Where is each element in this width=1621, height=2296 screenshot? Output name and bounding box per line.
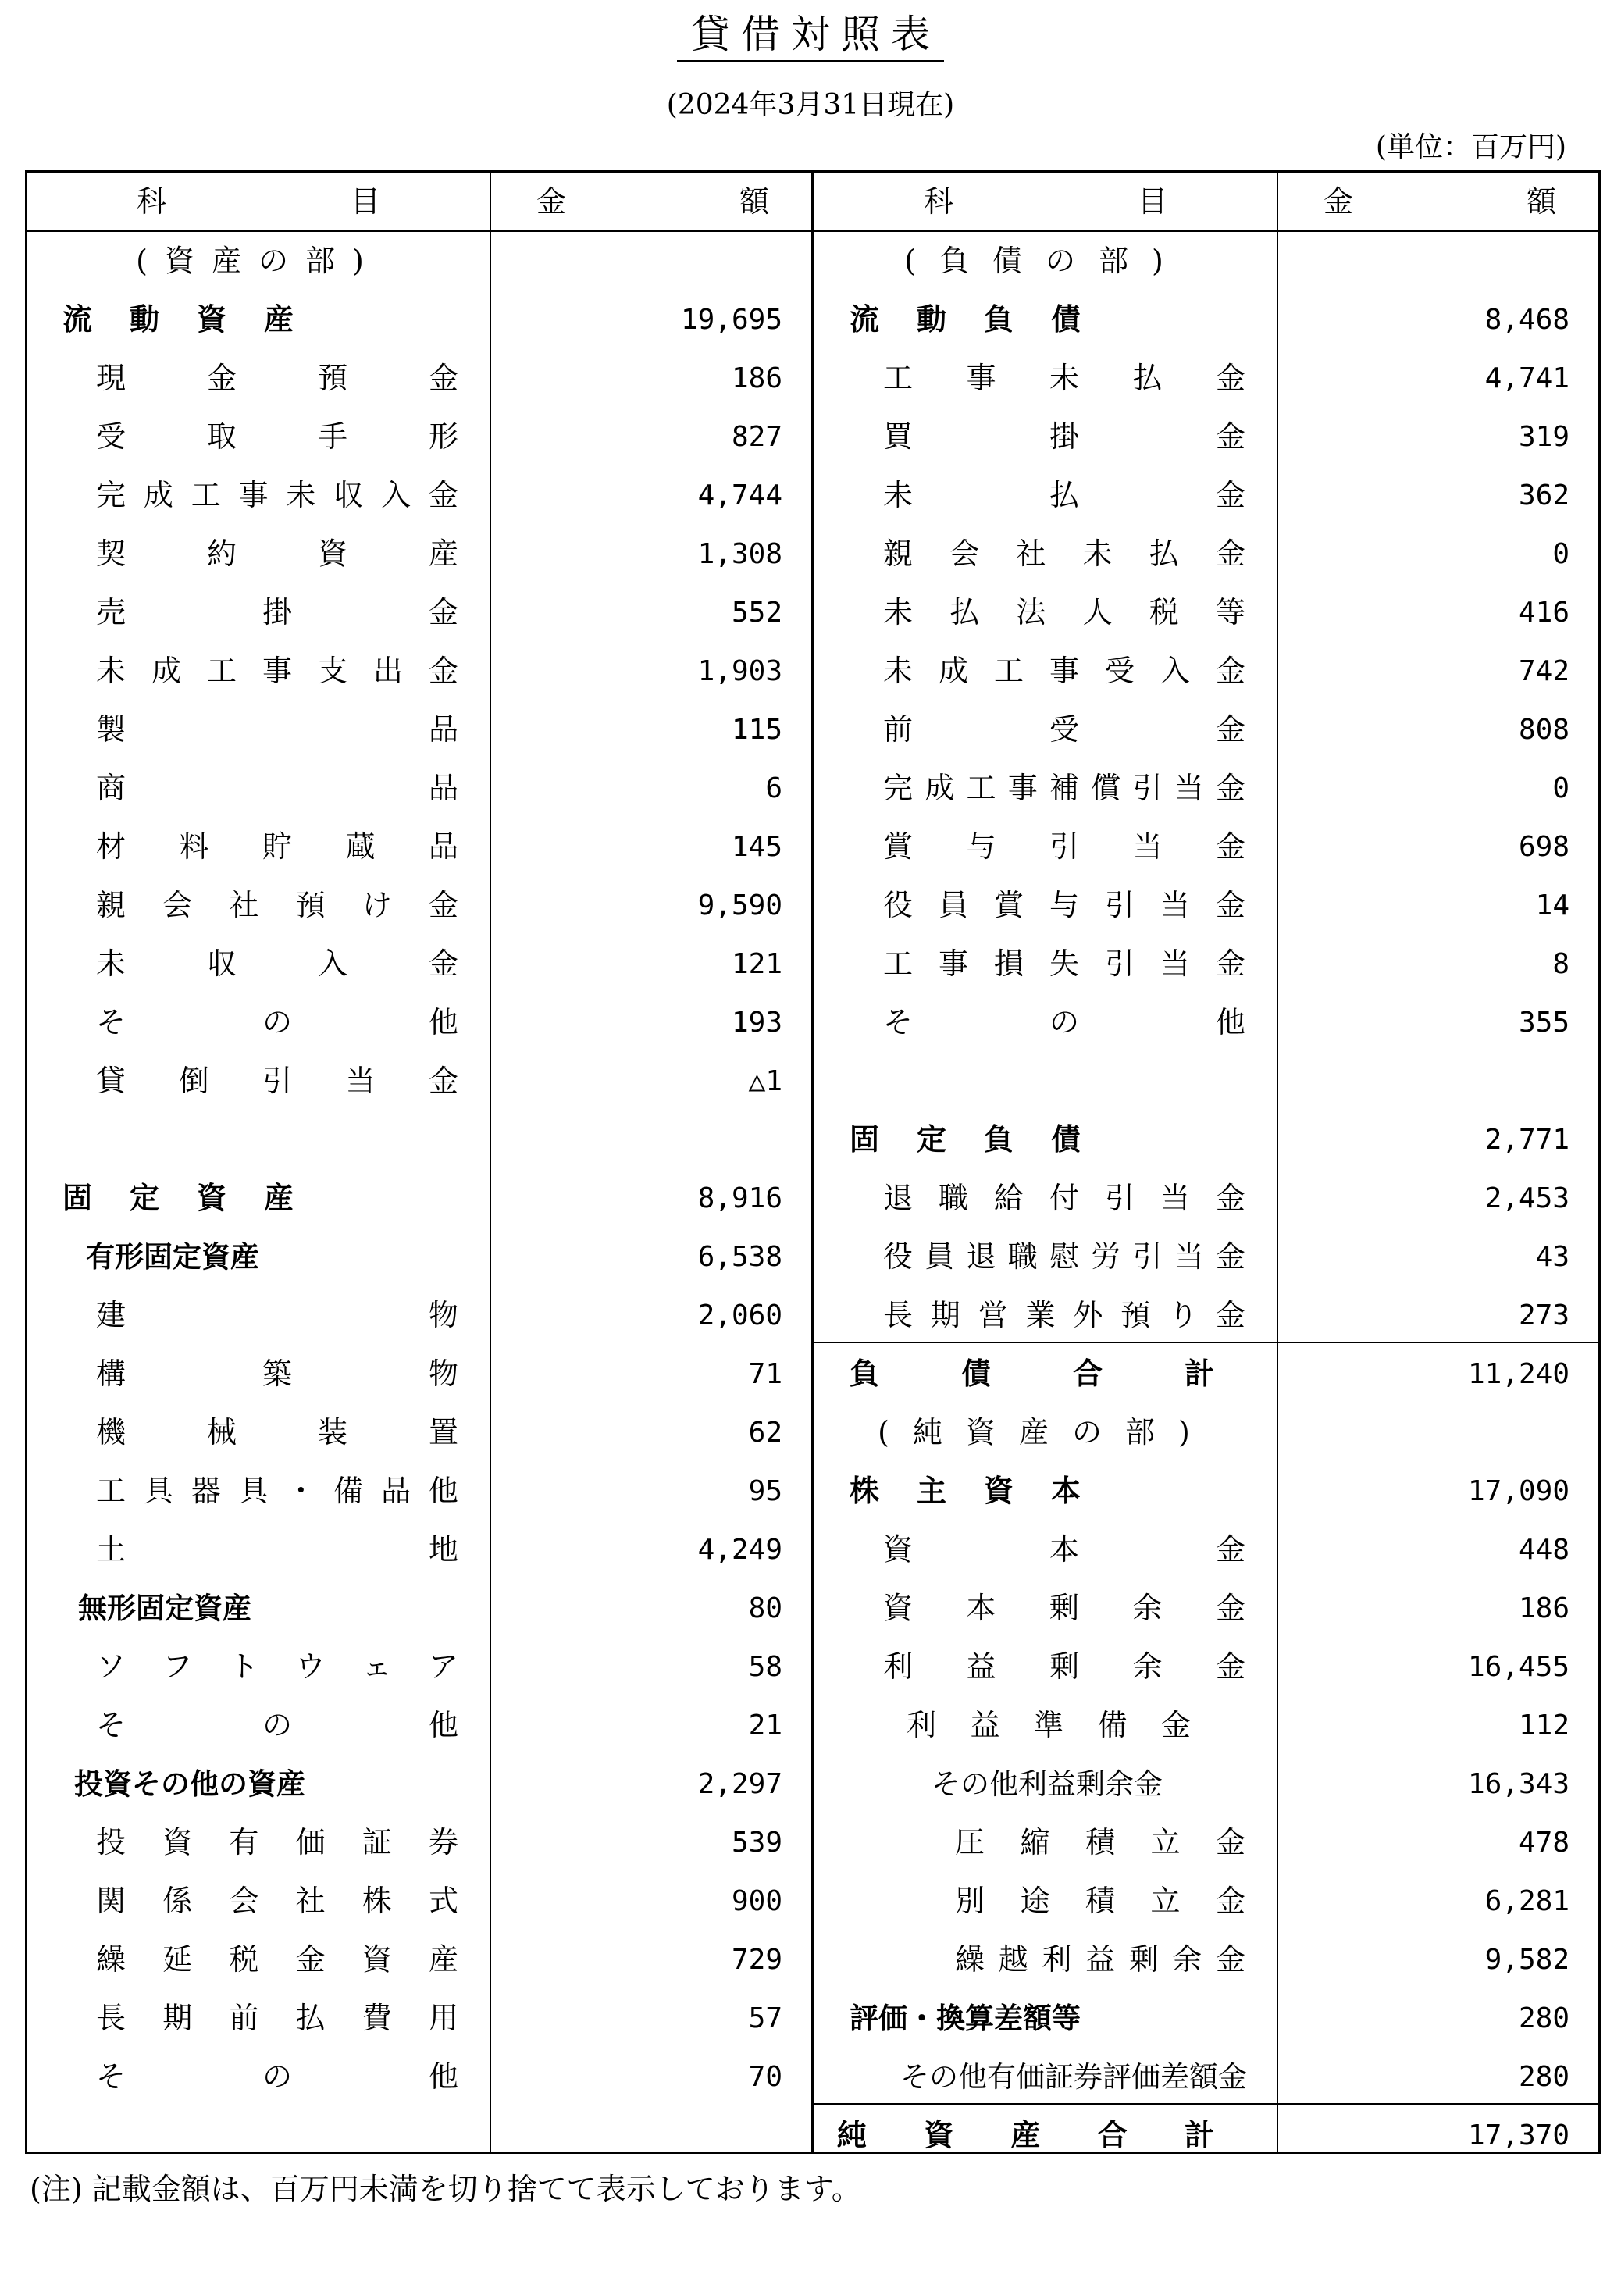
row-amount: 186 bbox=[1518, 1592, 1569, 1624]
row-label: そ の 他 bbox=[883, 1005, 1245, 1039]
row-amount: 112 bbox=[1518, 1710, 1569, 1742]
table-row bbox=[27, 993, 811, 1052]
table-row bbox=[814, 1931, 1598, 1989]
table-row bbox=[814, 1813, 1598, 1872]
table-row bbox=[814, 935, 1598, 993]
row-label: 別 途 積 立 金 bbox=[955, 1884, 1245, 1918]
row-amount: 8,916 bbox=[697, 1182, 782, 1214]
row-amount: 6,281 bbox=[1484, 1885, 1569, 1917]
unit-label: (単位：百万円) bbox=[1375, 131, 1566, 163]
row-label: 株 主 資 本 bbox=[850, 1474, 1081, 1508]
row-label: 投 資 有 価 証 券 bbox=[96, 1825, 458, 1859]
table-row bbox=[814, 1989, 1598, 2048]
table-row bbox=[814, 583, 1598, 642]
document-title: 貸借対照表 bbox=[0, 3, 1621, 59]
table-row bbox=[814, 818, 1598, 876]
row-amount: 552 bbox=[731, 597, 782, 629]
table-row bbox=[814, 1462, 1598, 1521]
row-amount: 355 bbox=[1518, 1007, 1569, 1039]
row-amount: 2,771 bbox=[1484, 1124, 1569, 1156]
row-label: 純 資 産 合 計 bbox=[837, 2118, 1214, 2152]
row-label: 製 品 bbox=[96, 712, 458, 747]
row-amount: 280 bbox=[1518, 2002, 1569, 2034]
table-row bbox=[814, 232, 1598, 291]
table-row bbox=[814, 759, 1598, 818]
row-label: 構 築 物 bbox=[96, 1357, 458, 1391]
row-label: (純資産の部) bbox=[878, 1415, 1213, 1449]
table-row bbox=[27, 1989, 811, 2048]
row-label: 長 期 前 払 費 用 bbox=[96, 2001, 458, 2035]
row-amount: 8,468 bbox=[1484, 304, 1569, 336]
row-label: 商 品 bbox=[96, 771, 458, 805]
row-amount: 416 bbox=[1518, 597, 1569, 629]
row-label: 役 員 退 職 慰 労 引 当 金 bbox=[883, 1239, 1245, 1274]
row-label: 固 定 資 産 bbox=[62, 1181, 294, 1215]
row-label: 未 払 法 人 税 等 bbox=[883, 595, 1245, 629]
table-row bbox=[27, 583, 811, 642]
row-amount: 121 bbox=[731, 948, 782, 980]
table-row bbox=[814, 701, 1598, 759]
row-label: そ の 他 bbox=[96, 2059, 458, 2094]
row-amount: 9,590 bbox=[697, 890, 782, 922]
row-label: 投資その他の資産 bbox=[74, 1767, 305, 1801]
row-label: ソ フ ト ウ ェ ア bbox=[96, 1649, 458, 1684]
row-amount: 4,249 bbox=[697, 1534, 782, 1566]
liabilities-equity-table bbox=[812, 170, 1601, 2154]
row-amount: 273 bbox=[1518, 1300, 1569, 1332]
table-row bbox=[814, 349, 1598, 408]
table-row bbox=[27, 876, 811, 935]
table-row bbox=[814, 1111, 1598, 1169]
row-label: 退 職 給 付 引 当 金 bbox=[883, 1181, 1245, 1215]
table-row bbox=[814, 1345, 1598, 1403]
row-label: 長 期 営 業 外 預 り 金 bbox=[883, 1298, 1245, 1332]
table-row bbox=[27, 759, 811, 818]
table-row bbox=[27, 701, 811, 759]
row-label: 賞 与 引 当 金 bbox=[883, 829, 1245, 864]
table-row bbox=[814, 642, 1598, 701]
row-label: 利 益 準 備 金 bbox=[907, 1708, 1191, 1742]
table-row bbox=[814, 876, 1598, 935]
row-amount: 1,308 bbox=[697, 538, 782, 570]
table-row bbox=[27, 1813, 811, 1872]
row-amount: 539 bbox=[731, 1827, 782, 1859]
table-row bbox=[814, 1521, 1598, 1579]
row-label: 未 収 入 金 bbox=[96, 947, 458, 981]
row-amount: 6,538 bbox=[697, 1241, 782, 1273]
row-label: 役 員 賞 与 引 当 金 bbox=[883, 888, 1245, 922]
row-amount: 2,060 bbox=[697, 1300, 782, 1332]
row-amount: 71 bbox=[748, 1358, 782, 1390]
row-amount: 62 bbox=[748, 1417, 782, 1449]
row-label: 土 地 bbox=[96, 1532, 458, 1567]
row-amount: 448 bbox=[1518, 1534, 1569, 1566]
row-amount: 362 bbox=[1518, 480, 1569, 512]
row-amount: 900 bbox=[731, 1885, 782, 1917]
assets-table bbox=[25, 170, 814, 2154]
row-amount: 808 bbox=[1518, 714, 1569, 746]
row-amount: 17,090 bbox=[1467, 1475, 1569, 1507]
table-row bbox=[814, 291, 1598, 349]
row-label: 親 会 社 預 け 金 bbox=[96, 888, 458, 922]
row-label: 無形固定資産 bbox=[78, 1592, 251, 1625]
row-amount: 2,453 bbox=[1484, 1182, 1569, 1214]
table-row bbox=[27, 408, 811, 466]
row-label: 未 成 工 事 受 入 金 bbox=[883, 654, 1245, 688]
row-label: 現 金 預 金 bbox=[96, 361, 458, 395]
table-row bbox=[27, 466, 811, 525]
row-amount: 4,741 bbox=[1484, 362, 1569, 394]
header-subject: 科 目 bbox=[924, 184, 1167, 219]
row-amount: 827 bbox=[731, 421, 782, 453]
row-label: 資 本 金 bbox=[883, 1532, 1245, 1567]
table-row bbox=[27, 1462, 811, 1521]
table-row bbox=[27, 349, 811, 408]
row-amount: 8 bbox=[1552, 948, 1569, 980]
row-label: 親 会 社 未 払 金 bbox=[883, 537, 1245, 571]
row-label: そ の 他 bbox=[96, 1005, 458, 1039]
table-row bbox=[814, 1872, 1598, 1931]
row-label: 流 動 資 産 bbox=[62, 302, 294, 337]
table-row bbox=[27, 1638, 811, 1696]
table-row bbox=[814, 525, 1598, 583]
row-amount: 9,582 bbox=[1484, 1944, 1569, 1976]
row-label: 圧 縮 積 立 金 bbox=[955, 1825, 1245, 1859]
row-label: 有形固定資産 bbox=[86, 1240, 259, 1274]
row-label: 完 成 工 事 補 償 引 当 金 bbox=[883, 771, 1245, 805]
table-row bbox=[814, 1052, 1598, 1111]
table-row bbox=[814, 1169, 1598, 1228]
table-row bbox=[27, 1521, 811, 1579]
total-rule bbox=[814, 2103, 1598, 2105]
row-label: (負債の部) bbox=[904, 244, 1187, 278]
row-amount: 16,343 bbox=[1467, 1768, 1569, 1800]
row-amount: 16,455 bbox=[1467, 1651, 1569, 1683]
row-label: 負 債 合 計 bbox=[850, 1357, 1214, 1391]
table-row bbox=[814, 2048, 1598, 2106]
table-row bbox=[27, 1345, 811, 1403]
table-row bbox=[27, 525, 811, 583]
table-row bbox=[814, 1228, 1598, 1286]
as-of-date: (2024年3月31日現在) bbox=[666, 89, 955, 121]
table-row bbox=[814, 2106, 1598, 2154]
table-row bbox=[27, 1755, 811, 1813]
row-amount: 17,370 bbox=[1467, 2120, 1569, 2152]
row-amount: 1,903 bbox=[697, 655, 782, 687]
table-row bbox=[27, 1696, 811, 1755]
row-label: 前 受 金 bbox=[883, 712, 1245, 747]
header-subject: 科 目 bbox=[137, 184, 380, 219]
table-row bbox=[814, 1638, 1598, 1696]
row-label: 繰 延 税 金 資 産 bbox=[96, 1942, 458, 1977]
row-amount: 2,297 bbox=[697, 1768, 782, 1800]
row-amount: △1 bbox=[748, 1065, 782, 1097]
table-row bbox=[27, 1403, 811, 1462]
row-amount: 70 bbox=[748, 2061, 782, 2093]
row-amount: 115 bbox=[731, 714, 782, 746]
table-row bbox=[27, 2106, 811, 2154]
row-label: 繰 越 利 益 剰 余 金 bbox=[955, 1942, 1245, 1977]
table-row bbox=[27, 1872, 811, 1931]
table-row bbox=[27, 1579, 811, 1638]
row-label: 未 払 金 bbox=[883, 478, 1245, 512]
table-row bbox=[814, 1696, 1598, 1755]
row-label: 流 動 負 債 bbox=[850, 302, 1081, 337]
row-amount: 14 bbox=[1535, 890, 1569, 922]
row-amount: 0 bbox=[1552, 772, 1569, 804]
table-row bbox=[27, 1931, 811, 1989]
table-row bbox=[814, 1286, 1598, 1345]
table-row bbox=[814, 466, 1598, 525]
row-label: その他有価証券評価差額金 bbox=[900, 2060, 1247, 2094]
table-row bbox=[27, 1169, 811, 1228]
table-row bbox=[27, 232, 811, 291]
row-label: 建 物 bbox=[96, 1298, 458, 1332]
row-amount: 11,240 bbox=[1467, 1358, 1569, 1390]
row-label: 貸 倒 引 当 金 bbox=[96, 1064, 458, 1098]
table-row bbox=[27, 2048, 811, 2106]
table-row bbox=[27, 291, 811, 349]
table-row bbox=[814, 1755, 1598, 1813]
row-label: 関 係 会 社 株 式 bbox=[96, 1884, 458, 1918]
row-amount: 0 bbox=[1552, 538, 1569, 570]
row-label: 評価・換算差額等 bbox=[850, 2002, 1081, 2035]
row-amount: 19,695 bbox=[680, 304, 782, 336]
table-row bbox=[814, 1579, 1598, 1638]
table-row bbox=[814, 993, 1598, 1052]
row-amount: 4,744 bbox=[697, 480, 782, 512]
row-amount: 43 bbox=[1535, 1241, 1569, 1273]
row-label: (資産の部) bbox=[136, 244, 381, 278]
row-amount: 729 bbox=[731, 1944, 782, 1976]
row-amount: 21 bbox=[748, 1710, 782, 1742]
row-label: その他利益剰余金 bbox=[932, 1767, 1163, 1801]
row-amount: 478 bbox=[1518, 1827, 1569, 1859]
row-label: 工 具 器 具 ・ 備 品 他 bbox=[96, 1474, 458, 1508]
row-label: 工 事 損 失 引 当 金 bbox=[883, 947, 1245, 981]
table-row bbox=[27, 1228, 811, 1286]
row-label: 買 掛 金 bbox=[883, 419, 1245, 454]
table-row bbox=[27, 642, 811, 701]
table-row bbox=[814, 1403, 1598, 1462]
row-amount: 698 bbox=[1518, 831, 1569, 863]
total-rule bbox=[814, 1342, 1598, 1343]
row-amount: 186 bbox=[731, 362, 782, 394]
row-label: 未 成 工 事 支 出 金 bbox=[96, 654, 458, 688]
row-label: 工 事 未 払 金 bbox=[883, 361, 1245, 395]
row-amount: 193 bbox=[731, 1007, 782, 1039]
row-amount: 280 bbox=[1518, 2061, 1569, 2093]
row-amount: 58 bbox=[748, 1651, 782, 1683]
row-amount: 80 bbox=[748, 1592, 782, 1624]
row-label: そ の 他 bbox=[96, 1708, 458, 1742]
row-amount: 6 bbox=[765, 772, 782, 804]
row-amount: 95 bbox=[748, 1475, 782, 1507]
row-label: 売 掛 金 bbox=[96, 595, 458, 629]
table-row bbox=[27, 1111, 811, 1169]
row-label: 資 本 剰 余 金 bbox=[883, 1591, 1245, 1625]
row-label: 契 約 資 産 bbox=[96, 537, 458, 571]
header-amount: 金 額 bbox=[1324, 184, 1556, 219]
row-label: 材 料 貯 蔵 品 bbox=[96, 829, 458, 864]
footnote: (注) 記載金額は、百万円未満を切り捨てて表示しております。 bbox=[30, 2172, 861, 2206]
table-row bbox=[814, 408, 1598, 466]
row-label: 受 取 手 形 bbox=[96, 419, 458, 454]
row-label: 機 械 装 置 bbox=[96, 1415, 458, 1449]
header-amount: 金 額 bbox=[536, 184, 769, 219]
row-amount: 145 bbox=[731, 831, 782, 863]
row-label: 完 成 工 事 未 収 入 金 bbox=[96, 478, 458, 512]
row-amount: 57 bbox=[748, 2002, 782, 2034]
table-row bbox=[27, 1286, 811, 1345]
row-amount: 319 bbox=[1518, 421, 1569, 453]
row-label: 固 定 負 債 bbox=[850, 1122, 1081, 1157]
table-row bbox=[27, 1052, 811, 1111]
table-row bbox=[27, 818, 811, 876]
row-amount: 742 bbox=[1518, 655, 1569, 687]
row-label: 利 益 剰 余 金 bbox=[883, 1649, 1245, 1684]
table-row bbox=[27, 935, 811, 993]
